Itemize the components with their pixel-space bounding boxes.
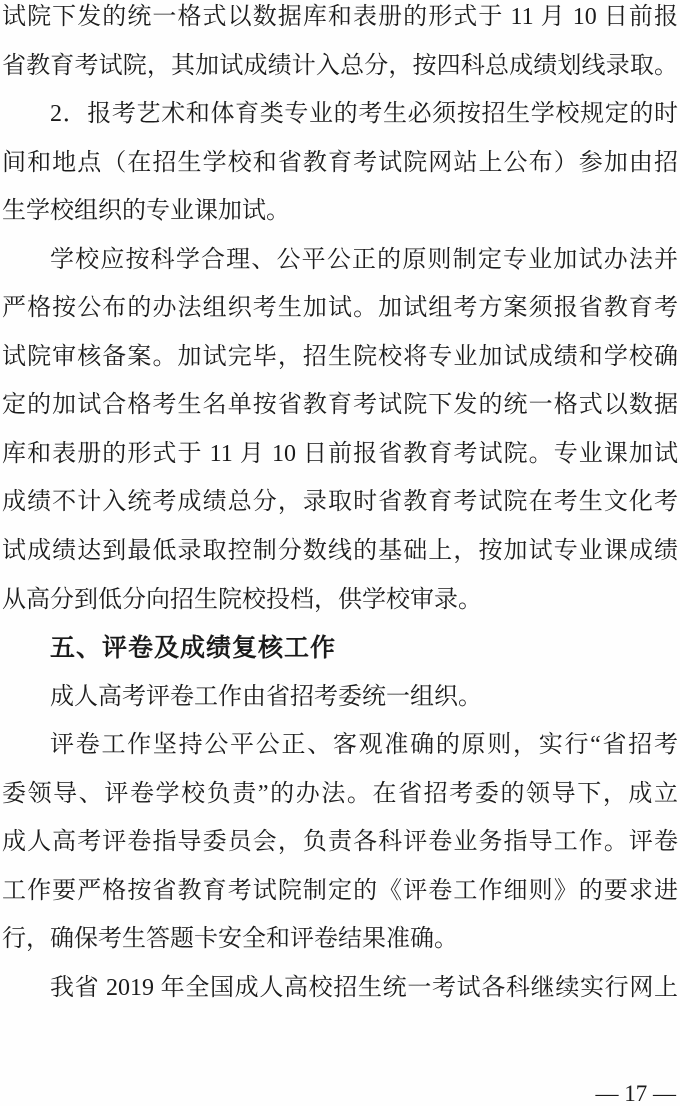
- text-line: 评卷工作坚持公平公正、客观准确的原则，实行“省招考: [50, 732, 678, 759]
- text-line: 库和表册的形式于 11 月 10 日前报省教育考试院。专业课加试: [2, 440, 678, 467]
- text-line: 省教育考试院，其加试成绩计入总分，按四科总成绩划线录取。: [2, 52, 678, 79]
- text-line: 生学校组织的专业课加试。: [2, 198, 290, 225]
- text-line: 工作要严格按省教育考试院制定的《评卷工作细则》的要求进: [2, 877, 678, 904]
- body-paragraph: [2, 0, 678, 90]
- text-line: 从高分到低分向招生院校投档，供学校审录。: [2, 586, 482, 613]
- text-line: 定的加试合格考生名单按省教育考试院下发的统一格式以数据: [2, 392, 678, 419]
- body-paragraph: [2, 964, 678, 1013]
- page-number: — 17 —: [595, 1081, 676, 1106]
- text-line: 成人高考评卷工作由省招考委统一组织。: [50, 683, 482, 710]
- body-paragraph: [2, 236, 678, 624]
- text-line: 行，确保考生答题卡安全和评卷结果准确。: [2, 926, 458, 953]
- text-line: 2．报考艺术和体育类专业的考生必须按招生学校规定的时: [50, 101, 678, 128]
- text-line: 成绩不计入统考成绩总分，录取时省教育考试院在考生文化考: [2, 489, 678, 516]
- text-line: 间和地点（在招生学校和省教育考试院网站上公布）参加由招: [2, 149, 678, 176]
- text-line: 委领导、评卷学校负责”的办法。在省招考委的领导下，成立: [2, 780, 678, 807]
- body-paragraph: [2, 721, 678, 964]
- document-body: [2, 0, 678, 1012]
- text-line: 学校应按科学合理、公平公正的原则制定专业加试办法并: [50, 246, 678, 273]
- text-line: 试院下发的统一格式以数据库和表册的形式于 11 月 10 日前报: [2, 4, 678, 30]
- body-paragraph: [2, 673, 678, 722]
- heading-line: 五、评卷及成绩复核工作: [50, 634, 337, 663]
- text-line: 试院审核备案。加试完毕，招生院校将专业加试成绩和学校确: [2, 343, 678, 370]
- text-line: 成人高考评卷指导委员会，负责各科评卷业务指导工作。评卷: [2, 829, 678, 856]
- section-heading: [2, 624, 678, 673]
- text-line: 严格按公布的办法组织考生加试。加试组考方案须报省教育考: [2, 295, 678, 322]
- text-line: 试成绩达到最低录取控制分数线的基础上，按加试专业课成绩: [2, 538, 678, 565]
- text-line: 我省 2019 年全国成人高校招生统一考试各科继续实行网上: [50, 974, 678, 1001]
- body-paragraph: [2, 90, 678, 236]
